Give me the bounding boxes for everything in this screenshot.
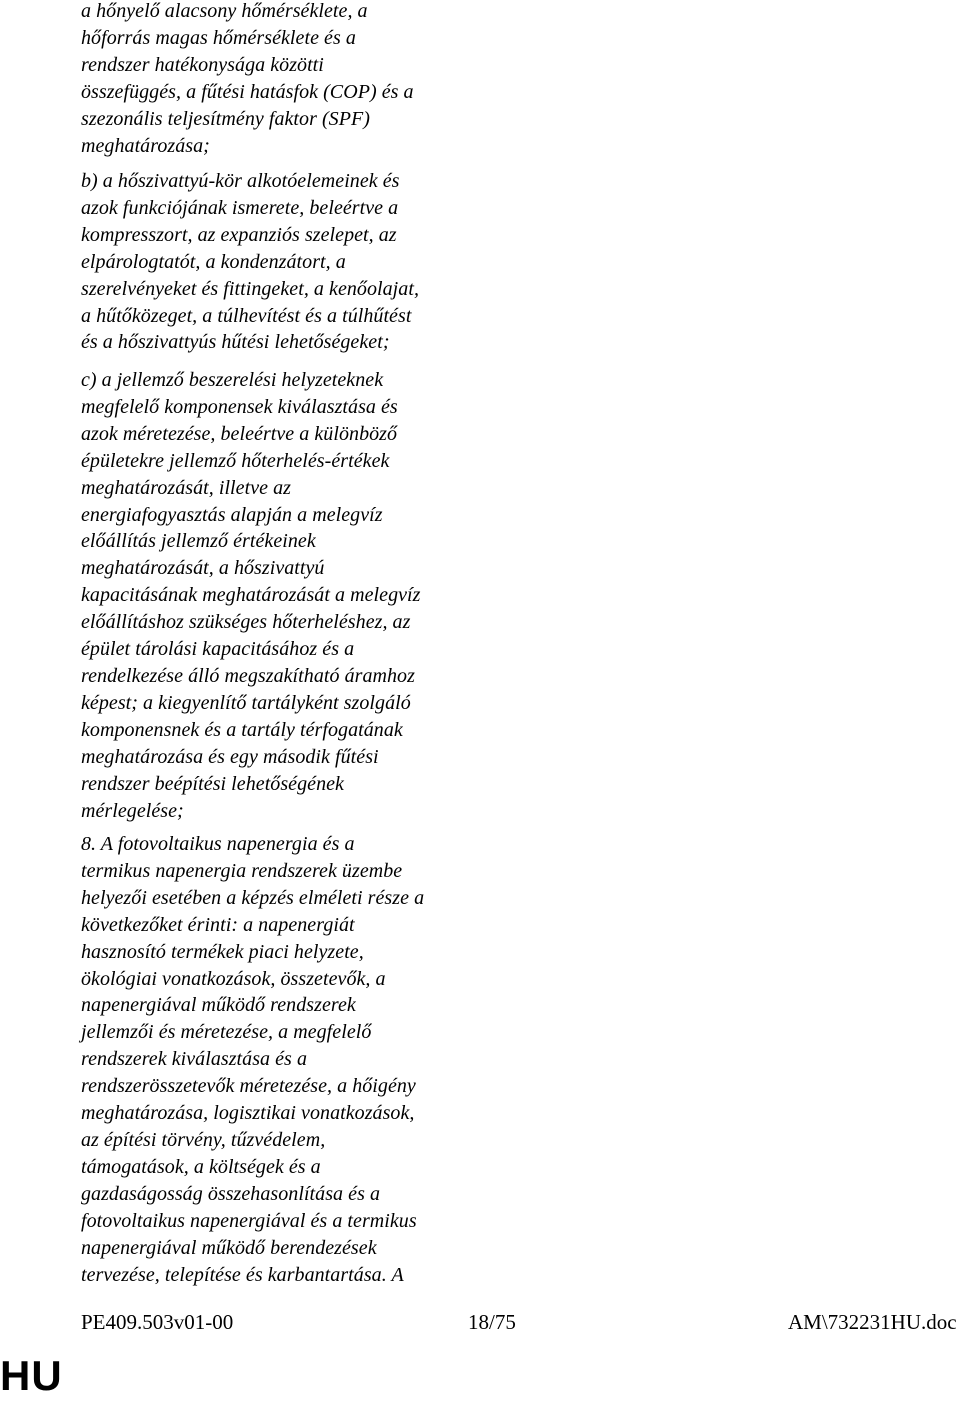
page-footer (0, 1310, 960, 1340)
text-line: képest; a kiegyenlítő tartályként szolgáló (81, 691, 411, 714)
text-line: meghatározása, logisztikai vonatkozások, (81, 1102, 415, 1125)
text-line: meghatározását, illetve az (81, 476, 291, 499)
text-line: 8. A fotovoltaikus napenergia és a (81, 833, 355, 855)
text-line: b) a hőszivattyú-kör alkotóelemeinek és (81, 170, 400, 192)
text-line: kompresszort, az expanziós szelepet, az (81, 223, 397, 246)
text-line: előállításhoz szükséges hőterheléshez, az (81, 611, 411, 634)
text-line: rendszer hatékonysága közötti (81, 53, 324, 76)
text-line: megfelelő komponensek kiválasztása és (81, 395, 398, 418)
file-name: AM\732231HU.doc (788, 1310, 957, 1334)
text-line: napenergiával működő berendezések (81, 1236, 377, 1259)
text-line: c) a jellemző beszerelési helyzeteknek (81, 369, 384, 391)
text-line: energiafogyasztás alapján a melegvíz (81, 503, 383, 526)
text-line: hőforrás magas hőmérséklete és a (81, 26, 356, 49)
text-line: azok funkciójának ismerete, beleértve a (81, 196, 399, 219)
page-number: 18/75 (468, 1310, 516, 1334)
text-line: támogatások, a költségek és a (81, 1155, 321, 1178)
text-line: komponensnek és a tartály térfogatának (81, 718, 403, 741)
text-line: napenergiával működő rendszerek (81, 994, 356, 1017)
language-code: HU (0, 1352, 63, 1399)
text-line: épület tárolási kapacitásához és a (81, 638, 355, 661)
text-line: összefüggés, a fűtési hatásfok (COP) és a (81, 80, 414, 103)
text-line: a hőnyelő alacsony hőmérséklete, a (81, 0, 368, 22)
text-line: termikus napenergia rendszerek üzembe (81, 859, 403, 882)
paragraph-cop-spf (81, 0, 414, 159)
text-line: rendszerek kiválasztása és a (81, 1048, 307, 1071)
text-line: gazdaságosság összehasonlítása és a (81, 1182, 381, 1205)
text-line: jellemzői és méretezése, a megfelelő (81, 1021, 372, 1044)
paragraph-item-8 (81, 831, 424, 1288)
text-line: mérlegelése; (81, 799, 184, 822)
text-line: kapacitásának meghatározását a melegvíz (81, 584, 421, 607)
text-line: ökológiai vonatkozások, összetevők, a (81, 967, 386, 990)
text-line: épületekre jellemző hőterhelés-értékek (81, 449, 390, 472)
document-reference: PE409.503v01-00 (81, 1310, 234, 1334)
text-line: rendszerösszetevők méretezése, a hőigény (81, 1075, 416, 1098)
text-line: meghatározása és egy második fűtési (81, 745, 379, 768)
paragraph-item-c (81, 367, 421, 824)
text-line: az építési törvény, tűzvédelem, (81, 1128, 326, 1151)
text-line: elpárologtatót, a kondenzátort, a (81, 250, 346, 273)
text-line: előállítás jellemző értékeinek (81, 530, 316, 553)
text-line: a hűtőközeget, a túlhevítést és a túlhűtést (81, 304, 412, 327)
text-line: azok méretezése, beleértve a különböző (81, 422, 398, 445)
text-line: meghatározása; (81, 134, 210, 157)
text-line: szerelvényeket és fittingeket, a kenőolajat, (81, 277, 419, 300)
paragraph-item-b (81, 168, 419, 356)
text-line: hasznosító termékek piaci helyzete, (81, 940, 364, 963)
text-line: helyezői esetében a képzés elméleti része a (81, 886, 425, 909)
text-line: és a hőszivattyús hűtési lehetőségeket; (81, 331, 390, 354)
text-line: szezonális teljesítmény faktor (SPF) (81, 107, 370, 130)
text-line: rendszer beépítési lehetőségének (81, 772, 344, 795)
text-line: fotovoltaikus napenergiával és a termikus (81, 1209, 417, 1232)
text-line: tervezése, telepítése és karbantartása. A (81, 1263, 404, 1286)
text-line: következőket érinti: a napenergiát (81, 913, 355, 936)
text-line: rendelkezése álló megszakítható áramhoz (81, 664, 415, 687)
text-line: meghatározását, a hőszivattyú (81, 557, 325, 580)
